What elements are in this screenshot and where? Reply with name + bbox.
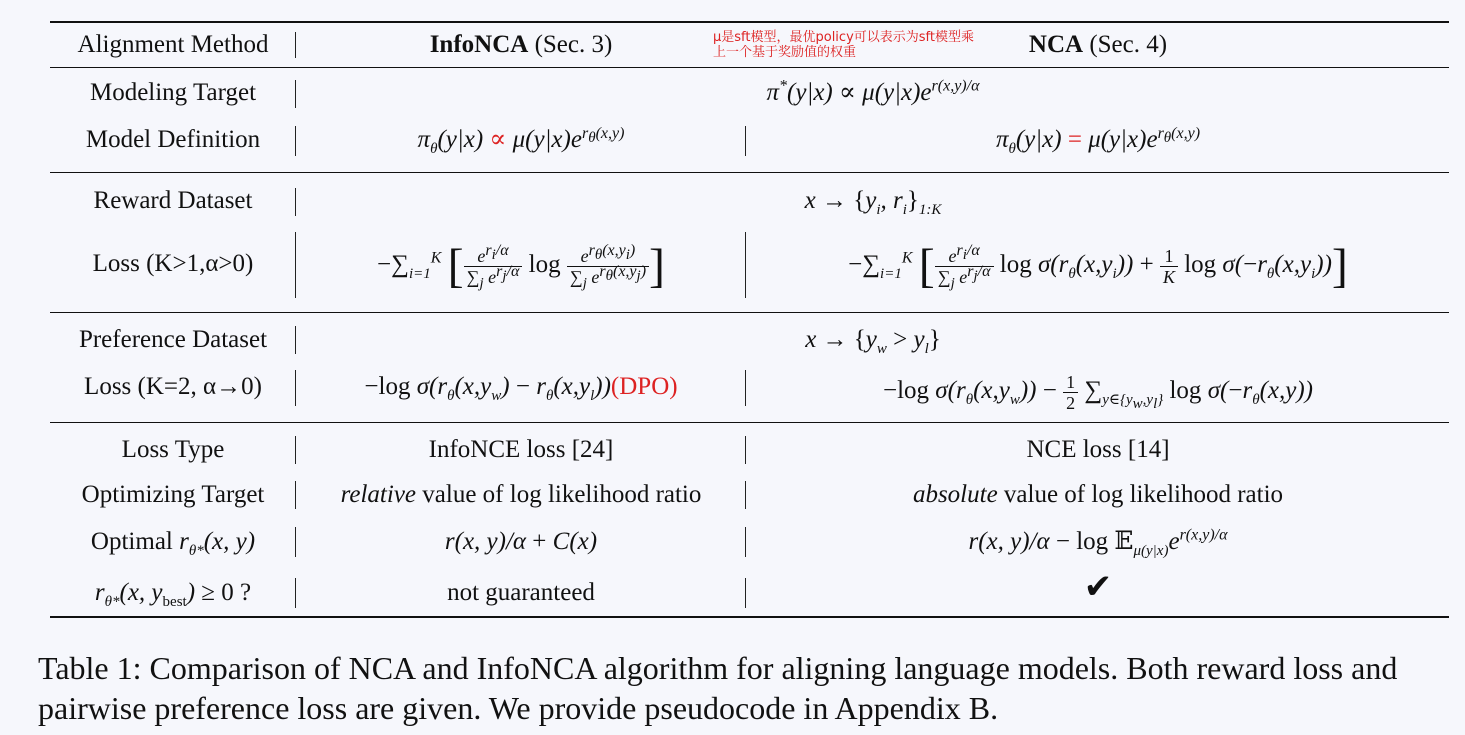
infonca-r-best: not guaranteed: [447, 579, 595, 606]
infonca-section: (Sec. 3): [534, 31, 613, 58]
column-separator: [745, 370, 746, 406]
table-top-rule: [50, 21, 1449, 23]
header-alignment-method: Alignment Method: [77, 31, 269, 58]
column-separator: [745, 232, 746, 298]
nca-title: NCA: [1028, 31, 1084, 58]
row-optimizing-target: Optimizing Target: [81, 481, 265, 508]
handwritten-annotation: μ是sft模型，最优policy可以表示为sft模型乘上一个基于奖励值的权重: [713, 30, 974, 60]
table-rule: [50, 67, 1449, 68]
optimal-label: Optimal: [90, 528, 173, 555]
column-separator: [745, 527, 746, 557]
infonca-model-definition: $\pi_\theta(y|x) \propto \mu(y|x)e^{r_\theta(x,y)}$: [417, 124, 625, 157]
relative-em: relative: [340, 481, 417, 508]
dpo-tag: (DPO): [610, 373, 678, 400]
nca-reward-loss: $-\sum_{i=1}^K$ [ $\frac{e^{r_i/\alpha}}{\sum_j e^{r_j/\alpha}}$ $\log \sigma(r_\theta(x,y_i))$ + $\frac{1}{K}$ $\log \sigma(-r_\theta(x,y_i))$]: [848, 239, 1348, 293]
column-separator: [745, 578, 746, 608]
nca-optimizing-target: [748, 480, 1448, 510]
infonca-optimizing-target: [298, 480, 744, 510]
nca-preference-loss: −log $\sigma(r_\theta(x,y_w))$ − $\frac{1}{2}$ $\sum_{y\in\{y_w,y_l\}}$ $\log \sigma(-r_\theta(x,y))$: [883, 372, 1313, 413]
column-separator: [745, 481, 746, 509]
table-bottom-rule: [50, 616, 1449, 618]
infonca-title: InfoNCA: [429, 31, 529, 58]
column-separator: [745, 126, 746, 156]
table-rule: [50, 172, 1449, 173]
reward-dataset-formula: $x \to \{y_i$, $r_i\}_{1:K}$: [804, 187, 942, 218]
absolute-em: absolute: [912, 481, 998, 508]
preference-dataset-formula: $x \to \{y_w > y_l\}$: [805, 326, 941, 357]
table-rule: [50, 312, 1449, 313]
row-preference-dataset: Preference Dataset: [78, 326, 268, 353]
check-icon: ✔: [1083, 567, 1113, 607]
nca-section: (Sec. 4): [1089, 31, 1168, 58]
row-reward-dataset: Reward Dataset: [93, 187, 253, 214]
nca-optimal-r: r(x, $y)/\alpha - \log 𝔼_{\mu(y|x)}e^{r(x,y)/\alpha}$: [968, 526, 1228, 559]
infonca-loss-type: InfoNCE loss [24]: [428, 436, 614, 463]
row-model-definition: Model Definition: [85, 126, 261, 153]
opt-target-text: value of log likelihood ratio: [1003, 481, 1284, 508]
column-separator: [745, 436, 746, 464]
opt-target-text: value of log likelihood ratio: [422, 481, 702, 508]
table-caption: Table 1: Comparison of NCA and InfoNCA algorithm for aligning language models. Both reward loss and pairwise preference loss are given. We provide pseudocode in Appendix B.: [38, 650, 1398, 726]
infonca-optimal-r: r(x, y)/α + C(x): [444, 528, 598, 555]
r-best-suffix: ≥ 0 ?: [201, 579, 252, 606]
row-optimal-r: Optimal $r_{\theta*}(x$, y): [90, 528, 256, 559]
row-modeling-target: Modeling Target: [89, 79, 257, 106]
row-preference-loss: Loss (K=2, α→0): [84, 373, 262, 400]
table-rule: [50, 422, 1449, 423]
row-loss-type: Loss Type: [121, 436, 225, 463]
infonca-reward-loss: $-\sum_{i=1}^K$ [ $\frac{e^{r_i/\alpha}}{\sum_j e^{r_j/\alpha}}$ log $\frac{e^{r_\theta(x,y_i)}}{\sum_j e^{r_\theta(x,y_j)}}$ ]: [377, 239, 665, 293]
row-r-best: $r_{\theta*}(x$, $y_{best}) \ge 0$ ?: [94, 579, 252, 610]
infonca-preference-loss: −log $\sigma(r_\theta(x,y_w) - r_\theta(x,y_l))(DPO)$: [364, 373, 678, 404]
nca-loss-type: NCE loss [14]: [1026, 436, 1170, 463]
row-reward-loss: Loss (K>1,α>0): [92, 250, 254, 277]
header-infonca: [298, 30, 744, 60]
nca-model-definition: $\pi_\theta(y|x) = \mu(y|x)e^{r_\theta(x,y)}$: [995, 124, 1201, 157]
modeling-target-formula: $\pi^*(y|x) \propto \mu(y|x)e^{r(x,y)/\alpha}$: [766, 77, 980, 106]
